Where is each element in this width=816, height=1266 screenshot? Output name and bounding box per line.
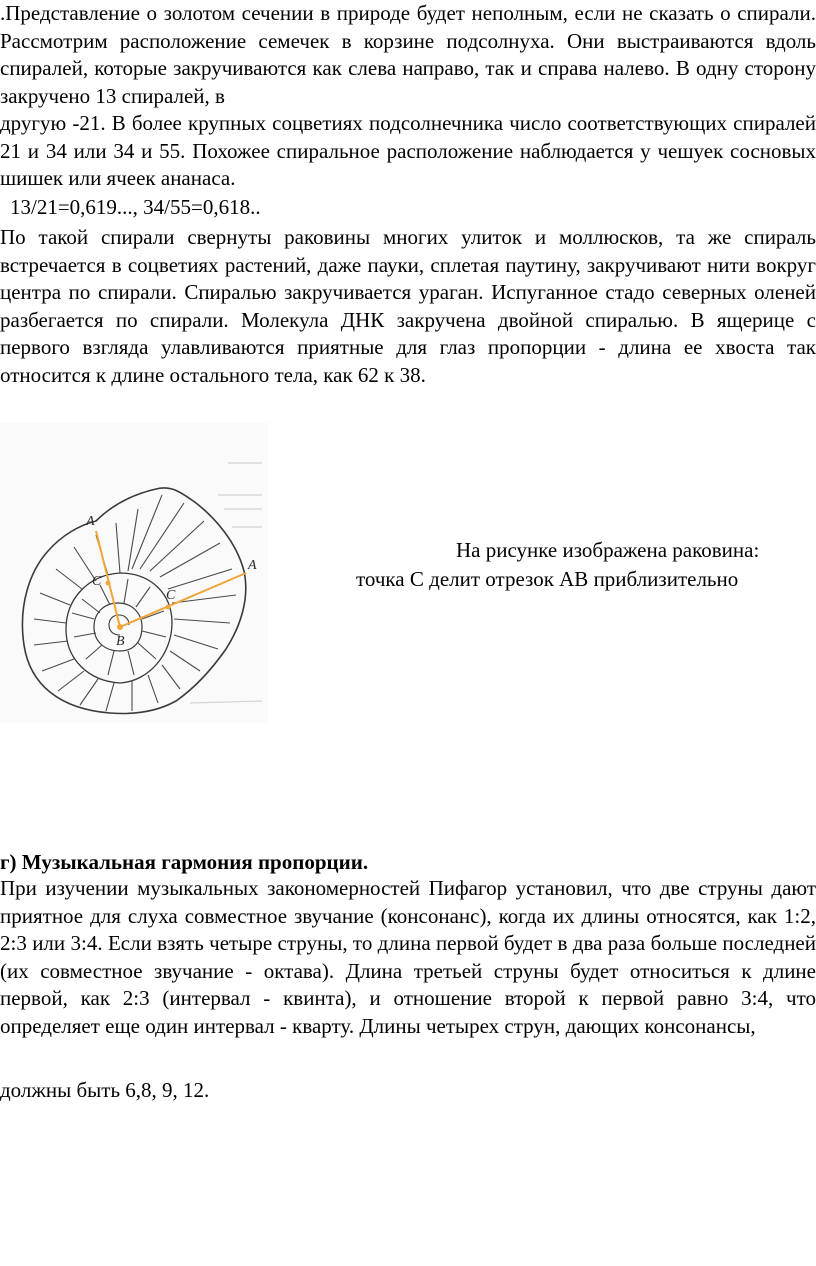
point-c-right-marker — [166, 605, 171, 610]
figure-caption-line-2: точка С делит отрезок АВ приблизительно — [356, 567, 739, 591]
label-b: B — [116, 634, 125, 649]
figure-caption-line-1: На рисунке изображена раковина: — [456, 538, 760, 562]
string-lengths-line: должны быть 6,8, 9, 12. — [0, 1078, 210, 1102]
point-c-left-marker — [106, 581, 111, 586]
shell-illustration — [0, 423, 268, 723]
section-heading-music: г) Музыкальная гармония пропорции. — [0, 850, 369, 874]
ratio-values: 13/21=0,619..., 34/55=0,618.. — [10, 195, 261, 219]
point-b-marker — [117, 624, 123, 630]
label-c-right: C — [166, 588, 176, 603]
shell-figure — [0, 423, 268, 723]
label-a-right: A — [248, 558, 257, 573]
label-c-left: C — [92, 574, 102, 589]
paragraph-golden-section-spiral: .Представление о золотом сечении в природе будет неполным, если не сказать о спирали. Рассмотрим расположение семечек в корзине подсолнуха. Они выстраиваются вдоль спиралей, которые закручиваются как слева направо, так и справа налево. В одну сторону закручено 13 спиралей, в — [0, 1, 816, 108]
figure-background — [0, 423, 268, 723]
label-a-left: A — [86, 514, 95, 529]
paragraph-spirals-in-nature: По такой спирали свернуты раковины многих улиток и моллюсков, та же спираль встречается в соцветиях растений, даже пауки, сплетая паутину, закручивают нити вокруг центра по спирали. Спиралью закручивается ураган. Испуганное стадо северных оленей разбегается по спирали. Молекула ДНК закручена двойной спиралью. В ящерице с первого взгляда улавливаются приятные для глаз пропорции - длина ее хвоста так относится к длине остального тела, как 62 к 38. — [0, 225, 816, 387]
paragraph-pythagoras-strings: При изучении музыкальных закономерностей Пифагор установил, что две струны дают приятное для слуха совместное звучание (консонанс), когда их длины относятся, как 1:2, 2:3 или 3:4. Если взять четыре струны, то длина первой будет в два раза больше последней (их совместное звучание - октава). Длина третьей струны будет относиться к длине первой, как 2:3 (интервал - квинта), и отношение второй к первой равно 3:4, что определяет еще один интервал - кварту. Длины четырех струн, дающих консонансы, — [0, 876, 816, 1038]
paragraph-sunflower-spirals: другую -21. В более крупных соцветиях подсолнечника число соответствующих спиралей 21 и 34 или 34 и 55. Похожее спиральное расположение наблюдается у чешуек сосновых шишек или ячеек ананаса. — [0, 111, 816, 191]
